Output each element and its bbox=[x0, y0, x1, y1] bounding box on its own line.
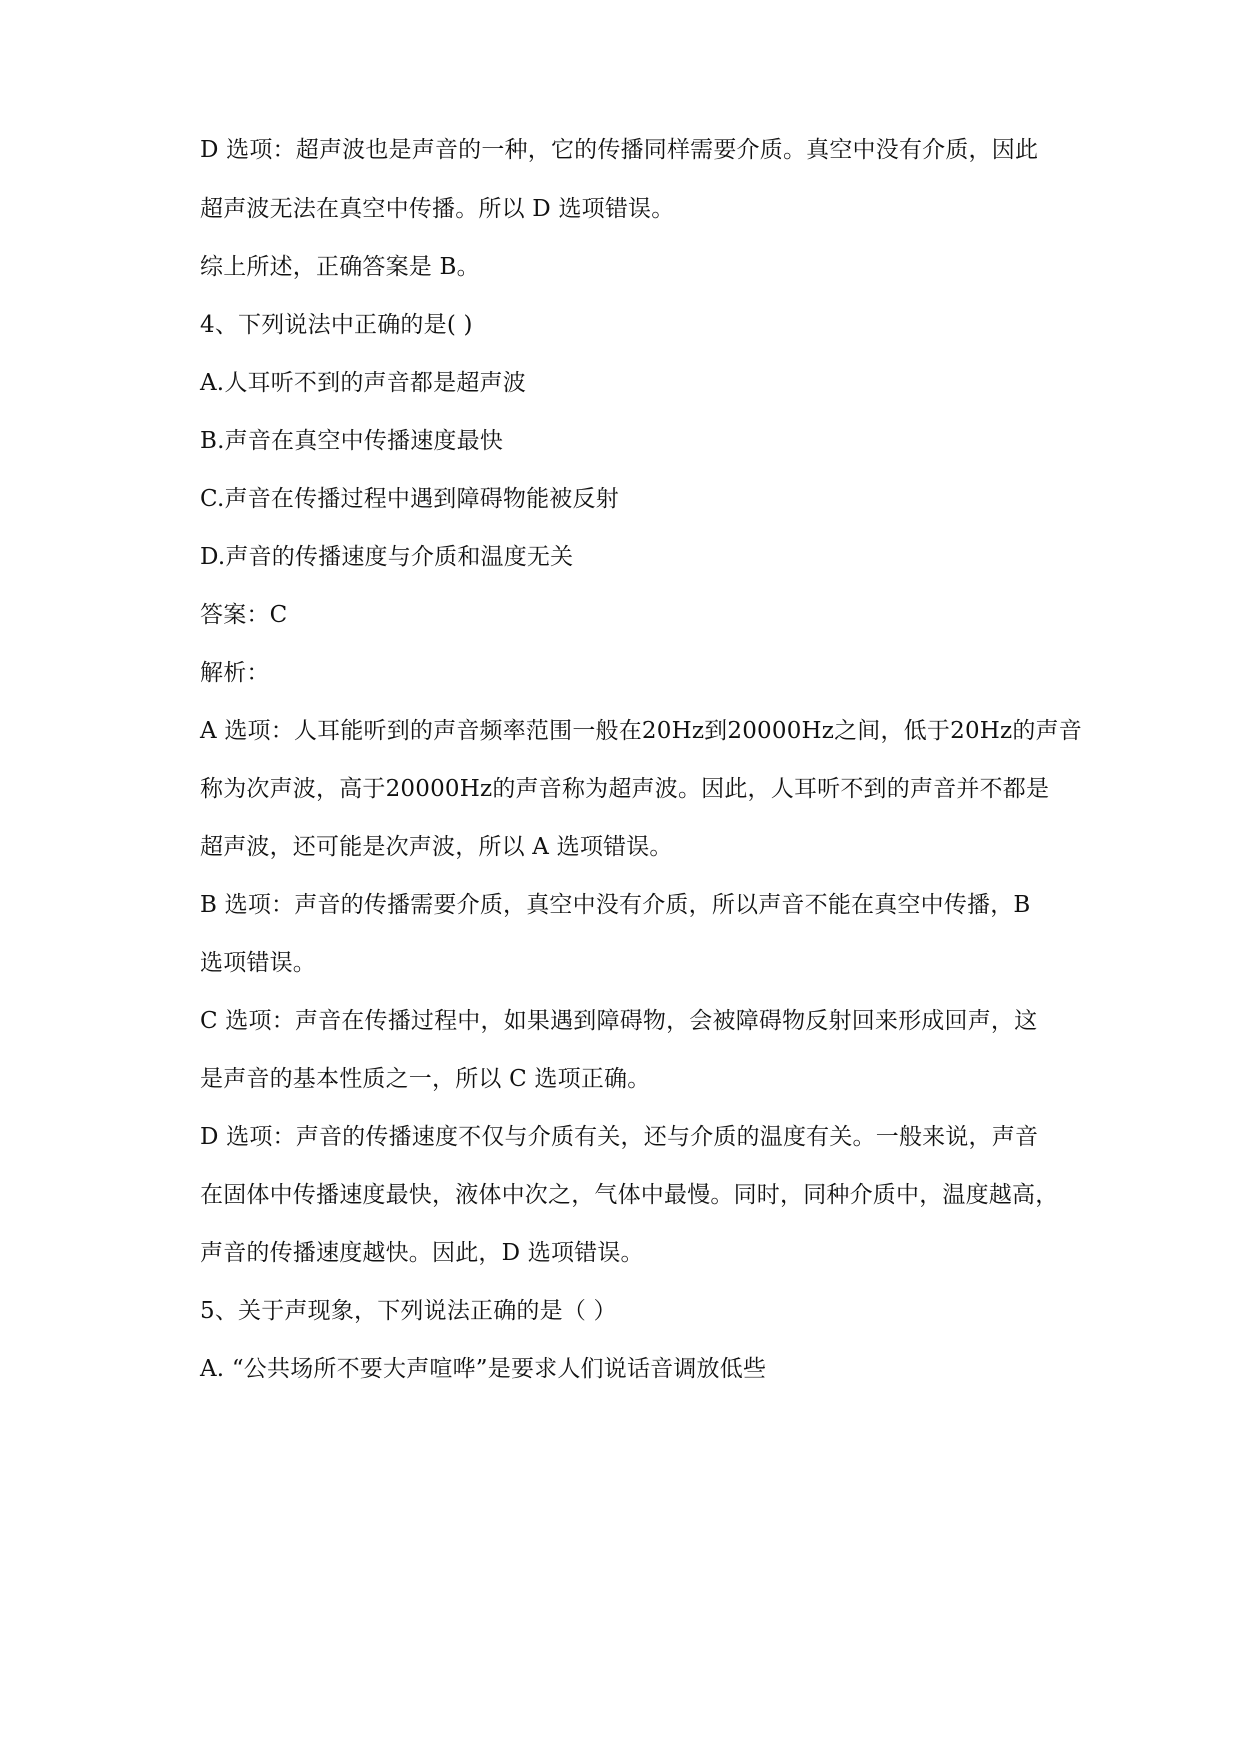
question-4-option-c: C.声音在传播过程中遇到障碍物能被反射 bbox=[200, 486, 619, 512]
analysis-b-line-1: B 选项：声音的传播需要介质，真空中没有介质，所以声音不能在真空中传播，B bbox=[200, 892, 1031, 918]
option-d-explanation-line-1: D 选项：超声波也是声音的一种，它的传播同样需要介质。真空中没有介质，因此 bbox=[200, 137, 1039, 163]
analysis-c-line-2: 是声音的基本性质之一，所以 C 选项正确。 bbox=[200, 1066, 651, 1092]
analysis-a-line-2: 称为次声波，高于20000Hz的声音称为超声波。因此，人耳听不到的声音并不都是 bbox=[200, 776, 1050, 802]
analysis-d-line-1: D 选项：声音的传播速度不仅与介质有关，还与介质的温度有关。一般来说，声音 bbox=[200, 1124, 1039, 1150]
question-4-option-a: A.人耳听不到的声音都是超声波 bbox=[200, 370, 526, 396]
analysis-c-line-1: C 选项：声音在传播过程中，如果遇到障碍物，会被障碍物反射回来形成回声，这 bbox=[200, 1008, 1038, 1034]
question-4-option-b: B.声音在真空中传播速度最快 bbox=[200, 428, 504, 454]
summary-answer-line: 综上所述，正确答案是 B。 bbox=[200, 254, 480, 280]
analysis-a-line-3: 超声波，还可能是次声波，所以 A 选项错误。 bbox=[200, 834, 673, 860]
analysis-b-line-2: 选项错误。 bbox=[200, 950, 316, 976]
analysis-a-line-1: A 选项：人耳能听到的声音频率范围一般在20Hz到20000Hz之间，低于20Hz的声音 bbox=[200, 718, 1082, 744]
option-d-explanation-line-2: 超声波无法在真空中传播。所以 D 选项错误。 bbox=[200, 196, 675, 222]
question-4-option-d: D.声音的传播速度与介质和温度无关 bbox=[200, 544, 574, 570]
question-4-stem: 4、下列说法中正确的是( ) bbox=[200, 312, 473, 338]
analysis-d-line-2: 在固体中传播速度最快，液体中次之，气体中最慢。同时，同种介质中，温度越高， bbox=[200, 1182, 1059, 1208]
question-4-answer: 答案：C bbox=[200, 602, 288, 628]
question-5-option-a: A. “公共场所不要大声喧哗”是要求人们说话音调放低些 bbox=[200, 1356, 767, 1382]
analysis-heading: 解析： bbox=[200, 660, 270, 686]
analysis-d-line-3: 声音的传播速度越快。因此，D 选项错误。 bbox=[200, 1240, 644, 1266]
question-5-stem: 5、关于声现象，下列说法正确的是（ ） bbox=[200, 1298, 617, 1324]
